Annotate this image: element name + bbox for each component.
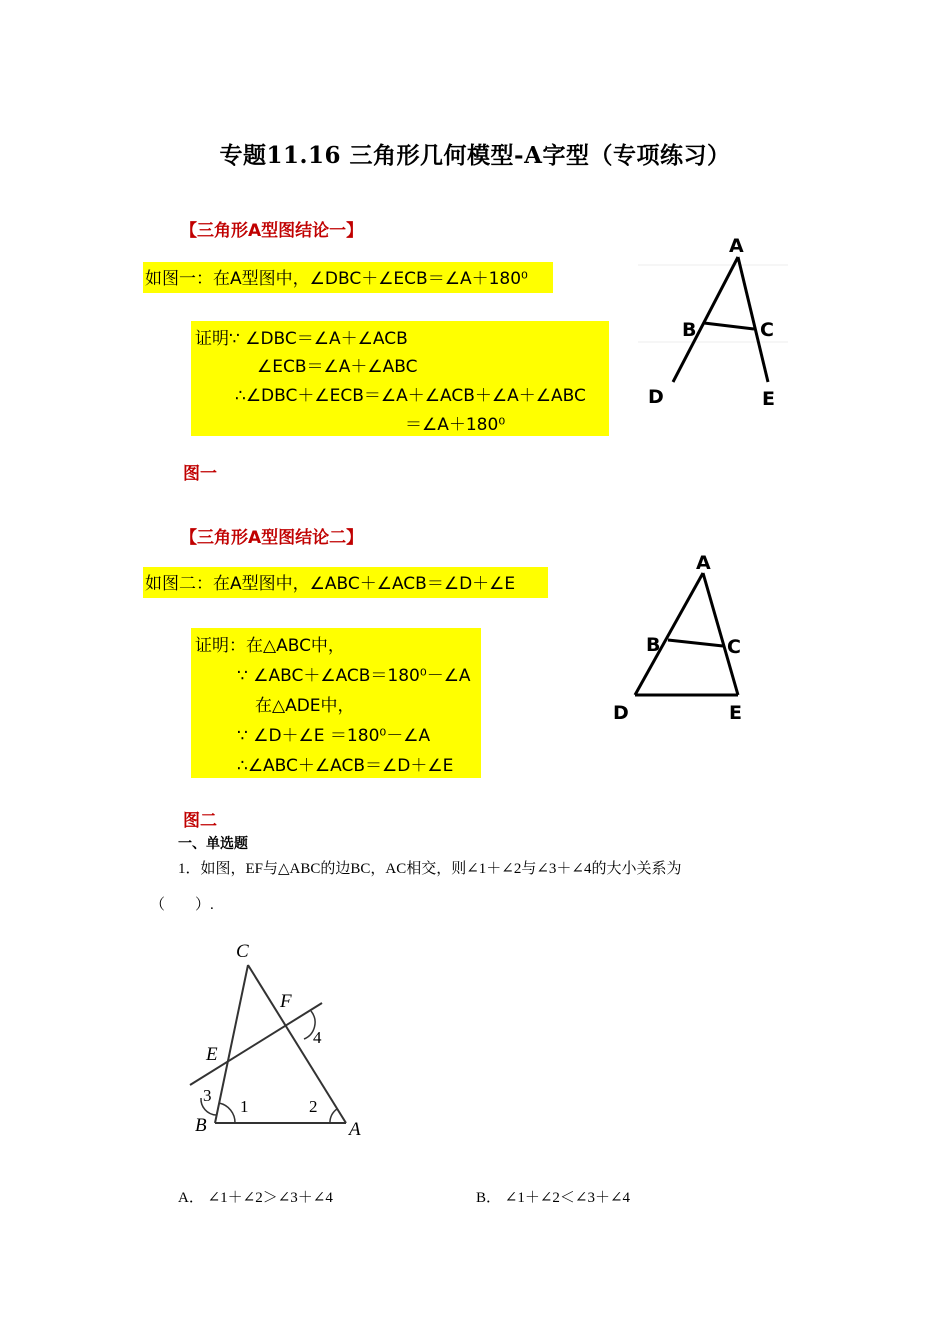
q1-label-3: 3 [203,1086,212,1105]
option-b[interactable] [476,1186,630,1207]
q1-label-A: A [349,1119,361,1140]
q1-label-C: C [236,941,249,962]
proof2-line-1: 证明：在△ABC中， [195,636,345,656]
q1-label-4: 4 [313,1028,322,1047]
q1-label-B: B [195,1115,207,1136]
q1-side-CA [248,965,346,1123]
question-section-heading: 一、单选题 [178,836,248,852]
proof2-line-2: ∵ ∠ABC＋∠ACB＝180⁰－∠A [237,666,471,686]
proof2-line-3: 在△ADE中， [255,696,355,716]
section2-highlight [143,567,548,598]
fig2-line-AE [703,573,738,695]
figure-1-diagram [638,230,798,415]
question-1-text: 1．如图，EF与△ABC的边BC，AC相交，则∠1＋∠2与∠3＋∠4的大小关系为 [178,861,682,877]
option-a-text: ∠1＋∠2＞∠3＋∠4 [207,1190,333,1206]
section1-highlight [143,262,553,293]
fig1-line-BC [704,323,754,329]
fig2-label-B: B [646,634,661,656]
figure-2-label: 图二 [183,811,217,831]
section2-highlight-text: 如图二：在A型图中，∠ABC＋∠ACB＝∠D＋∠E [145,574,516,594]
question-1-paren: （ ）. [150,897,214,913]
fig2-label-E: E [729,702,742,724]
page-title: 专题11.16 三角形几何模型-A字型（专项练习） [219,142,731,169]
option-b-text: ∠1＋∠2＜∠3＋∠4 [504,1190,631,1206]
fig1-label-C: C [760,319,774,341]
fig2-label-A: A [696,552,711,574]
q1-label-2: 2 [309,1097,318,1116]
q1-label-1: 1 [240,1097,249,1116]
section2-proof-box [191,628,481,778]
section1-proof-box [191,321,609,436]
q1-angle-1-arc [219,1103,235,1123]
option-a-letter: A． [178,1190,204,1206]
fig2-label-D: D [613,702,629,724]
fig1-label-A: A [729,235,744,257]
fig1-label-B: B [682,319,697,341]
figure-1-label: 图一 [183,464,217,484]
fig1-label-E: E [762,388,775,410]
fig2-line-BC [668,640,723,646]
figure-2-diagram [605,545,775,730]
proof2-line-4: ∵ ∠D＋∠E ＝180⁰－∠A [237,726,431,746]
proof1-line-3: ∴∠DBC＋∠ECB＝∠A＋∠ACB＋∠A＋∠ABC [235,386,586,406]
fig1-label-D: D [648,386,664,408]
question-1-figure [180,935,380,1145]
proof1-line-2: ∠ECB＝∠A＋∠ABC [257,357,418,377]
proof1-line-4: ＝∠A＋180⁰ [405,415,506,435]
option-a[interactable] [178,1186,333,1207]
proof2-line-5: ∴∠ABC＋∠ACB＝∠D＋∠E [237,756,454,776]
q1-angle-2-arc [330,1109,337,1123]
q1-label-F: F [280,991,292,1012]
section1-highlight-text: 如图一：在A型图中，∠DBC＋∠ECB＝∠A＋180⁰ [145,269,528,289]
section2-heading: 【三角形A型图结论二】 [180,528,364,548]
q1-label-E: E [206,1044,218,1065]
proof1-line-1: 证明∵ ∠DBC＝∠A＋∠ACB [195,329,408,349]
option-b-letter: B． [476,1190,502,1206]
section1-heading: 【三角形A型图结论一】 [180,221,364,241]
fig2-label-C: C [727,636,741,658]
